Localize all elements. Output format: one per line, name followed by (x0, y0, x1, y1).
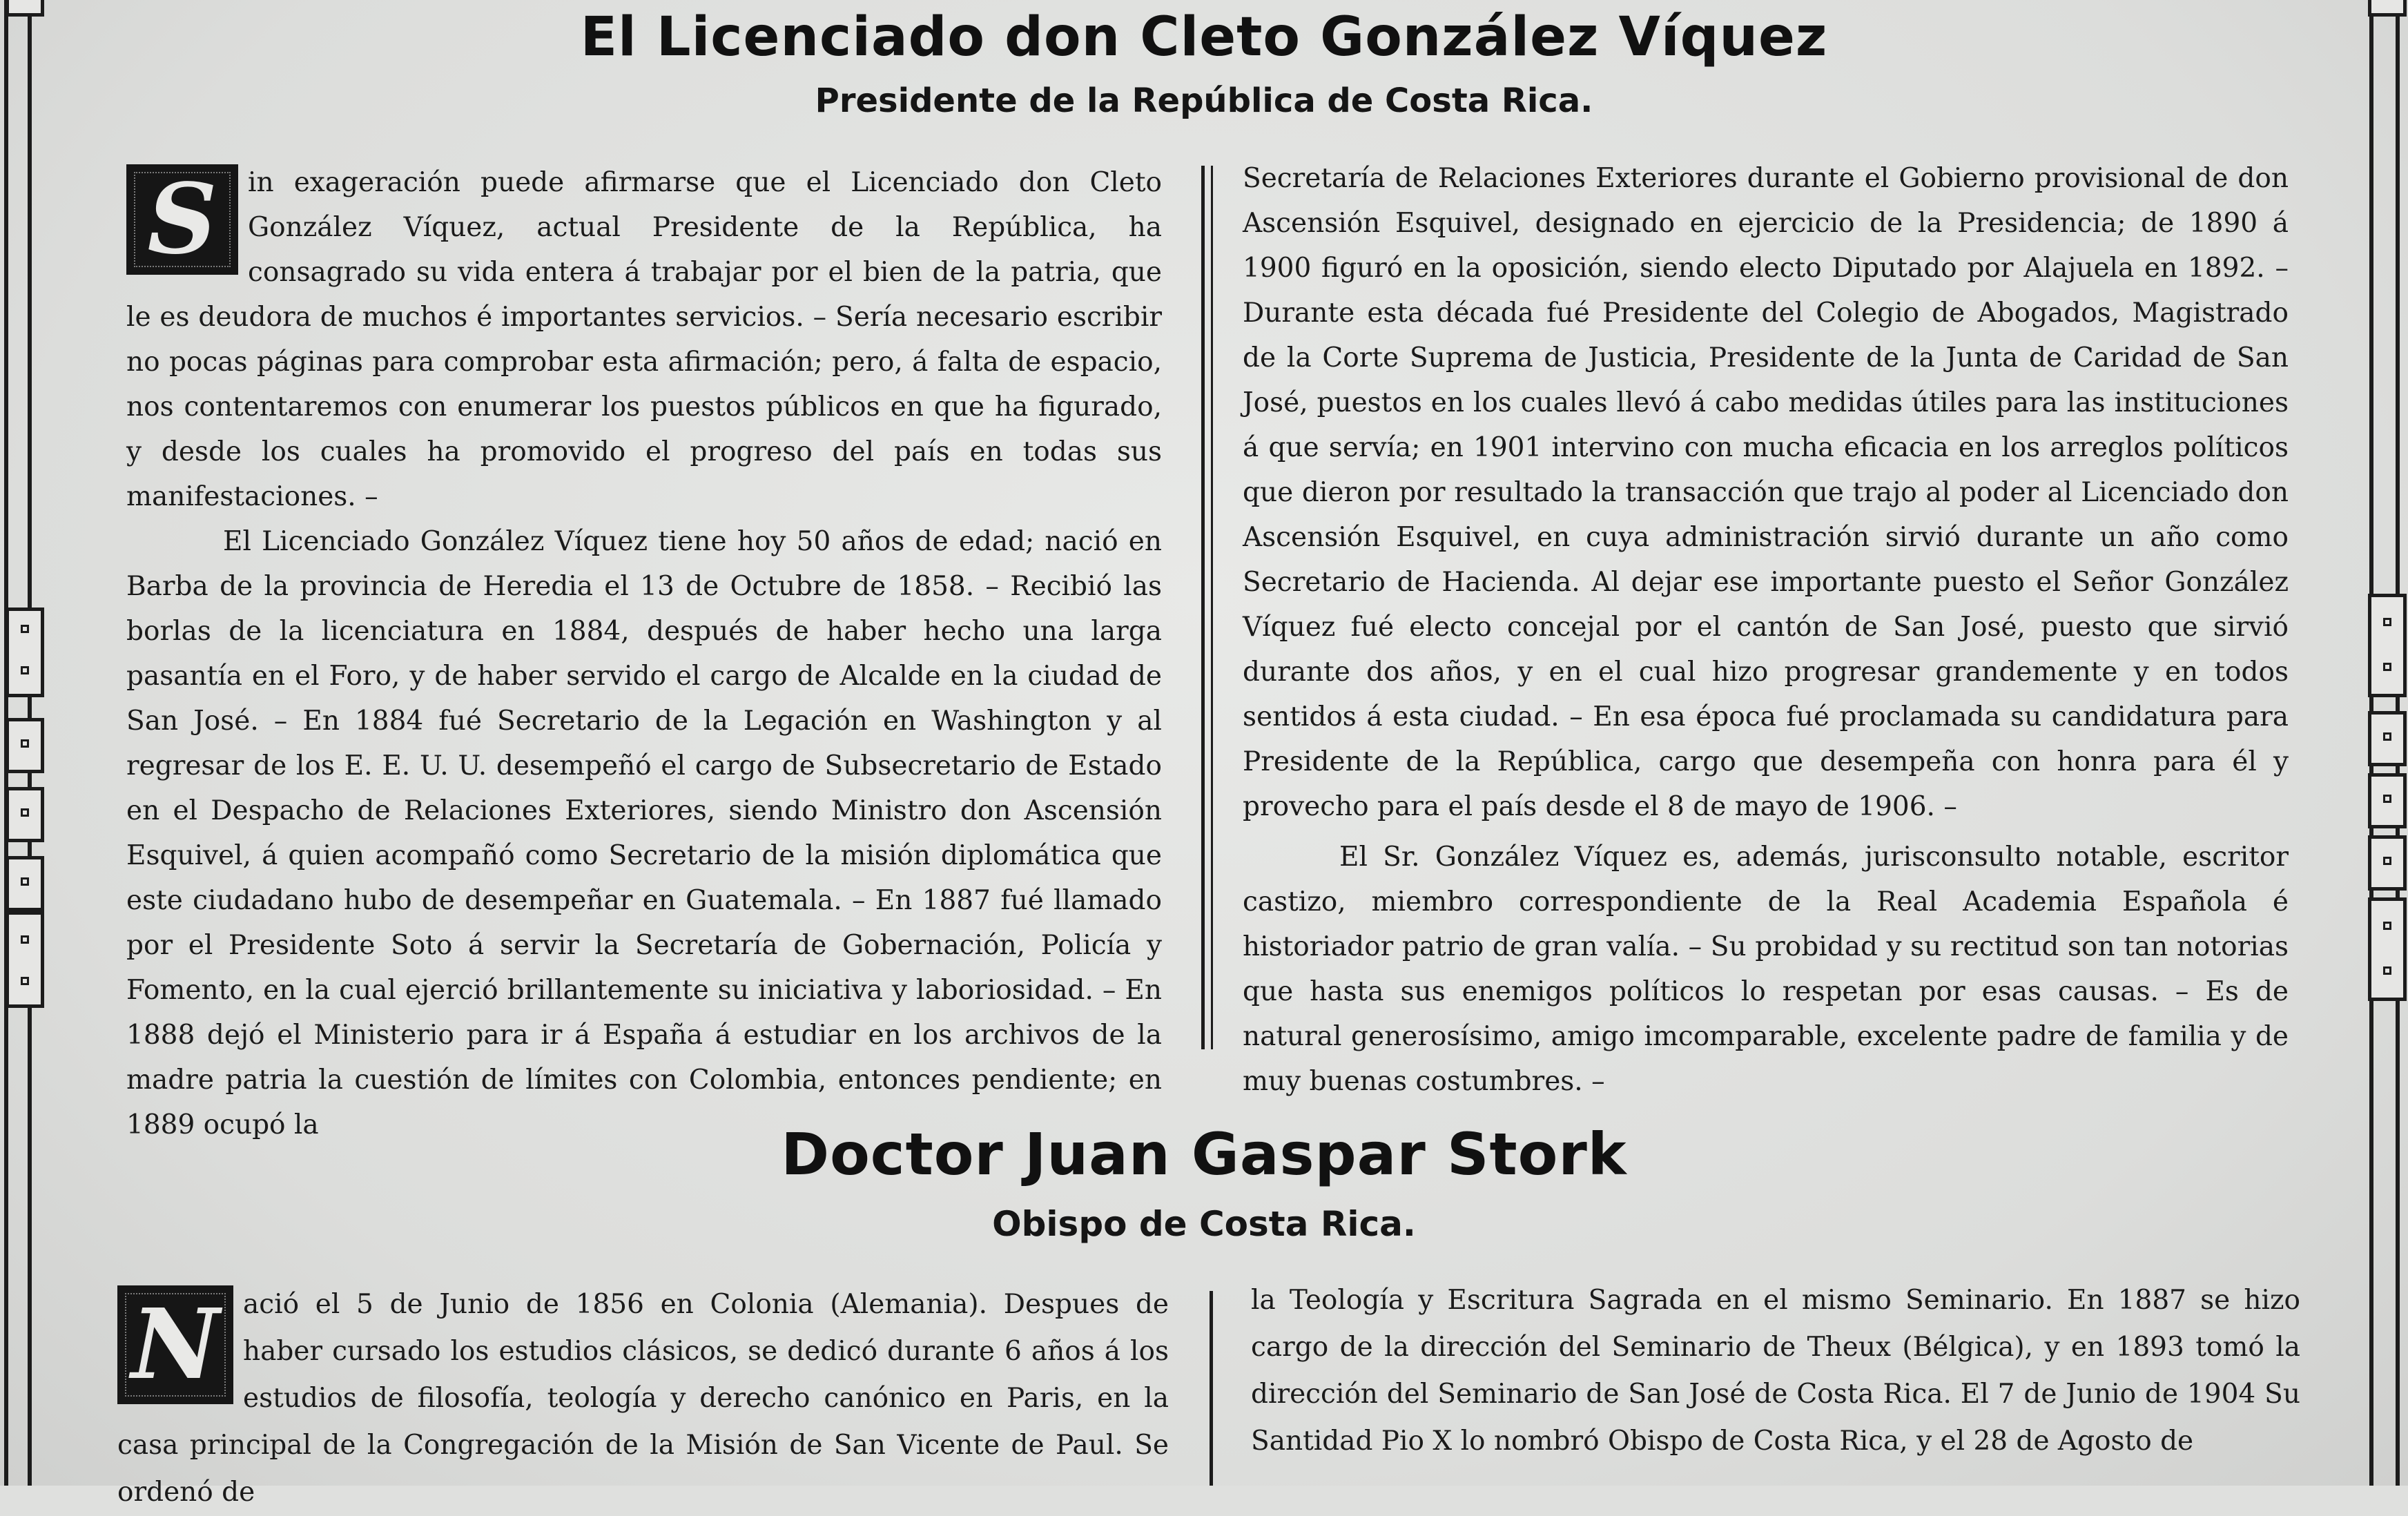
right-ornamental-border (2360, 0, 2408, 1486)
article-2-right-paragraph-1: la Teología y Escritura Sagrada en el mismo Seminario. En 1887 se hizo cargo de la dirección del Seminario de Theux (Bélgica), y en 1893 tomó la dirección del Seminario de San José de Costa Rica. El 7 de Junio de 1904 Su Santidad Pio X lo nombró Obispo de Costa Rica, y el 28 de Agosto de (1251, 1285, 2300, 1457)
article-1-left-paragraph-1: in exageración puede afirmarse que el Licenciado don Cleto González Víquez, actual Presidente de la República, ha consagrado su vida entera á trabajar por el bien de la patria, que le es deudora de muchos é importantes servicios. – Sería necesario escribir no pocas páginas para comprobar esta afirmación; pero, á falta de espacio, nos contentaremos con enumerar los puestos públicos en que ha figurado, y desde los cuales ha promovido el progreso del país en todas sus manifestaciones. – (126, 167, 1162, 512)
article-1-column-divider-inner (1211, 166, 1213, 1049)
article-2-subtitle: Obispo de Costa Rica. (992, 1204, 1416, 1244)
article-1-column-divider (1201, 166, 1205, 1049)
article-1-right-paragraph-1: Secretaría de Relaciones Exteriores durante el Gobierno provisional de don Ascensión Esquivel, designado en ejercicio de la Presidencia; de 1890 á 1900 figuró en la oposición, siendo electo Diputado por Alajuela en 1892. – Durante esta década fué Presidente del Colegio de Abogados, Magistrado de la Corte Suprema de Justicia, Presidente de la Junta de Caridad de San José, puestos en los cuales llevó á cabo medidas útiles para las instituciones á que servía; en 1901 intervino con mucha eficacia en los arreglos políticos que dieron por resultado la transacción que trajo al poder al Licenciado don Ascensión Esquivel, en cuya administración sirvió durante un año como Secretario de Hacienda. Al dejar ese importante puesto el Señor González Víquez fué electo concejal por el cantón de San José, puesto que sirvió durante dos años, y en el cual hizo progresar grandemente y en todos sentidos á esta ciudad. – En esa época fué proclamada su candidatura para Presidente de la República, cargo que desempeña con honra para él y provecho para el país desde el 8 de mayo de 1906. – (1243, 163, 2289, 822)
article-2-column-divider (1210, 1291, 1213, 1486)
article-1-right-column (1243, 156, 2289, 1104)
article-1-right-paragraph-2: El Sr. González Víquez es, además, jurisconsulto notable, escritor castizo, miembro correspondiente de la Real Academia Española é historiador patrio de gran valía. – Su probidad y su rectitud son tan notorias que hasta sus enemigos políticos lo respetan por esas causas. – Es de natural generosísimo, amigo imcomparable, excelente padre de familia y de muy buenas costumbres. – (1243, 842, 2289, 1097)
article-2-left-column (117, 1281, 1169, 1516)
article-2-left-paragraph-1: ació el 5 de Junio de 1856 en Colonia (Alemania). Despues de haber cursado los estudios clásicos, se dedicó durante 6 años á los estudios de filosofía, teología y derecho canónico en Paris, en la casa principal de la Congregación de la Misión de San Vicente de Paul. Se ordenó de (117, 1289, 1169, 1508)
article-1-subtitle: Presidente de la República de Costa Rica. (815, 81, 1593, 120)
dropcap-n: N (117, 1285, 233, 1404)
article-1-left-column (126, 160, 1162, 1147)
article-1-title: El Licenciado don Cleto González Víquez (580, 6, 1828, 68)
article-2-right-column (1251, 1277, 2300, 1465)
article-2-title: Doctor Juan Gaspar Stork (781, 1120, 1627, 1188)
dropcap-s: S (126, 164, 238, 275)
left-ornamental-border (0, 0, 48, 1486)
article-1-left-paragraph-2: El Licenciado González Víquez tiene hoy 50 años de edad; nació en Barba de la provincia de Heredia el 13 de Octubre de 1858. – Recibió las borlas de la licenciatura en 1884, después de haber hecho una larga pasantía en el Foro, y de haber servido el cargo de Alcalde en la ciudad de San José. – En 1884 fué Secretario de la Legación en Washington y al regresar de los E. E. U. U. desempeñó el cargo de Subsecretario de Estado en el Despacho de Relaciones Exteriores, siendo Ministro don Ascensión Esquivel, á quien acompañó como Secretario de la misión diplomática que este ciudadano hubo de desempeñar en Guatemala. – En 1887 fué llamado por el Presidente Soto á servir la Secretaría de Gobernación, Policía y Fomento, en la cual ejerció brillantemente su iniciativa y laboriosidad. – En 1888 dejó el Ministerio para ir á España á estudiar en los archivos de la madre patria la cuestión de límites con Colombia, entonces pendiente; en 1889 ocupó la (126, 526, 1162, 1140)
